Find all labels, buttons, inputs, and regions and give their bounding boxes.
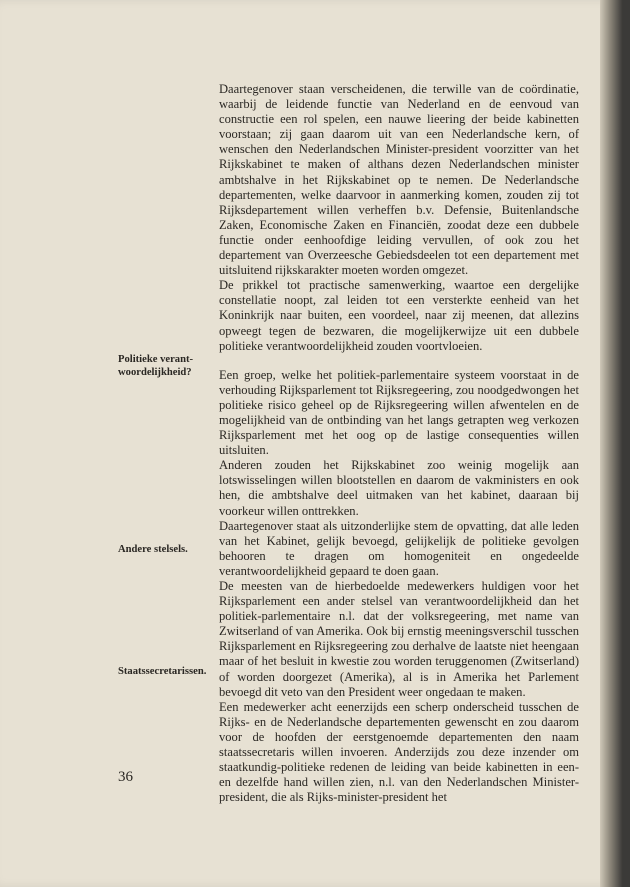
paragraph-4: Anderen zouden het Rijkskabinet zoo weinig mogelijk aan lotswisselingen willen blootstellen en daarom de vakministers en ook hen, die ambtshalve deel uitmaken van het kabinet, daaraan bij voorkeur willen onttrekken. — [219, 458, 579, 518]
page-number: 36 — [118, 769, 133, 785]
margin-note-politieke-verantwoordelijkheid: Politieke verant-woordelijkheid? — [118, 354, 194, 378]
book-binding-shadow — [600, 0, 630, 887]
margin-note-staatssecretarissen: Staatssecretarissen. — [118, 666, 207, 677]
paragraph-gap — [219, 354, 579, 368]
paragraph-1: Daartegenover staan verscheidenen, die terwille van de coördinatie, waarbij de leidende functie van Nederland en de eenvoud van constructie een rol spelen, een nauwe lieering der beide kabinetten voorstaan; zij gaan daarom uit van een Nederlandsche kern, of wenschen den Nederlandschen Minister-president voorzitter van het Rijkskabinet te maken of althans dezen Nederlandschen minister ambtshalve in het Rijkskabinet op te nemen. De Nederlandsche departementen, welke daarvoor in aanmerking komen, zouden zij tot Rijksdepartement willen verheffen b.v. Defensie, Buitenlandsche Zaken, Economische Zaken en Financiën, zoodat deze een dubbele functie onder eenhoofdige leiding vervullen, of ook zou het departement van Overzeesche Gebiedsdeelen tot een departement met uitsluitend rijkskarakter moeten worden omgezet. — [219, 82, 579, 278]
main-text-column — [219, 82, 579, 805]
paragraph-3: Een groep, welke het politiek-parlementaire systeem voorstaat in de verhouding Rijksparlement tot Rijksregeering, zou noodgedwongen het politieke risico geheel op de Rijksregeering willen afwentelen en de mogelijkheid van de ontbinding van het langs getrapten weg verkozen Rijksparlement met het oog op de lastige consequenties willen uitsluiten. — [219, 367, 579, 458]
margin-note-andere-stelsels: Andere stelsels. — [118, 544, 188, 555]
paragraph-7: Een medewerker acht eenerzijds een scherp onderscheid tusschen de Rijks- en de Nederlandsche departementen gewenscht en zou daarom voor de hoofden der eerstgenoemde departementen den naam staatssecretaris willen invoeren. Anderzijds zou deze inzender om staatkundig-politieke redenen de leiding van beide kabinetten in een- en dezelfde hand willen zien, n.l. van den Nederlandschen Minister-president, die als Rijks-minister-president het — [219, 699, 579, 805]
paragraph-6: De meesten van de hierbedoelde medewerkers huldigen voor het Rijksparlement een ander stelsel van verantwoordelijkheid dan het politiek-parlementaire n.l. dat der volksregeering, met name van Zwitserland of van Amerika. Ook bij ernstig meeningsverschil tusschen Rijksparlement en Rijksregeering zou derhalve de laatste niet heengaan maar of het besluit in kwestie zou worden teruggenomen (Zwitserland) of worden doorgezet (Amerika), al is in Amerika het Parlement bevoegd dit veto van den President weer ongedaan te maken. — [219, 579, 579, 699]
paragraph-2: De prikkel tot practische samenwerking, waartoe een dergelijke constellatie noopt, zal leiden tot een versterkte eenheid van het Koninkrijk naar buiten, een voordeel, naar zij meenen, dat allezins opweegt tegen de bezwaren, die mogelijkerwijze uit een dubbele politieke verantwoordelijkheid zouden voortvloeien. — [219, 278, 579, 353]
paragraph-5: Daartegenover staat als uitzonderlijke stem de opvatting, dat alle leden van het Kabinet, gelijk bevoegd, gelijkelijk de politieke gevolgen behooren te dragen om homogeniteit en ongedeelde verantwoordelijkheid gepaard te doen gaan. — [219, 518, 579, 578]
